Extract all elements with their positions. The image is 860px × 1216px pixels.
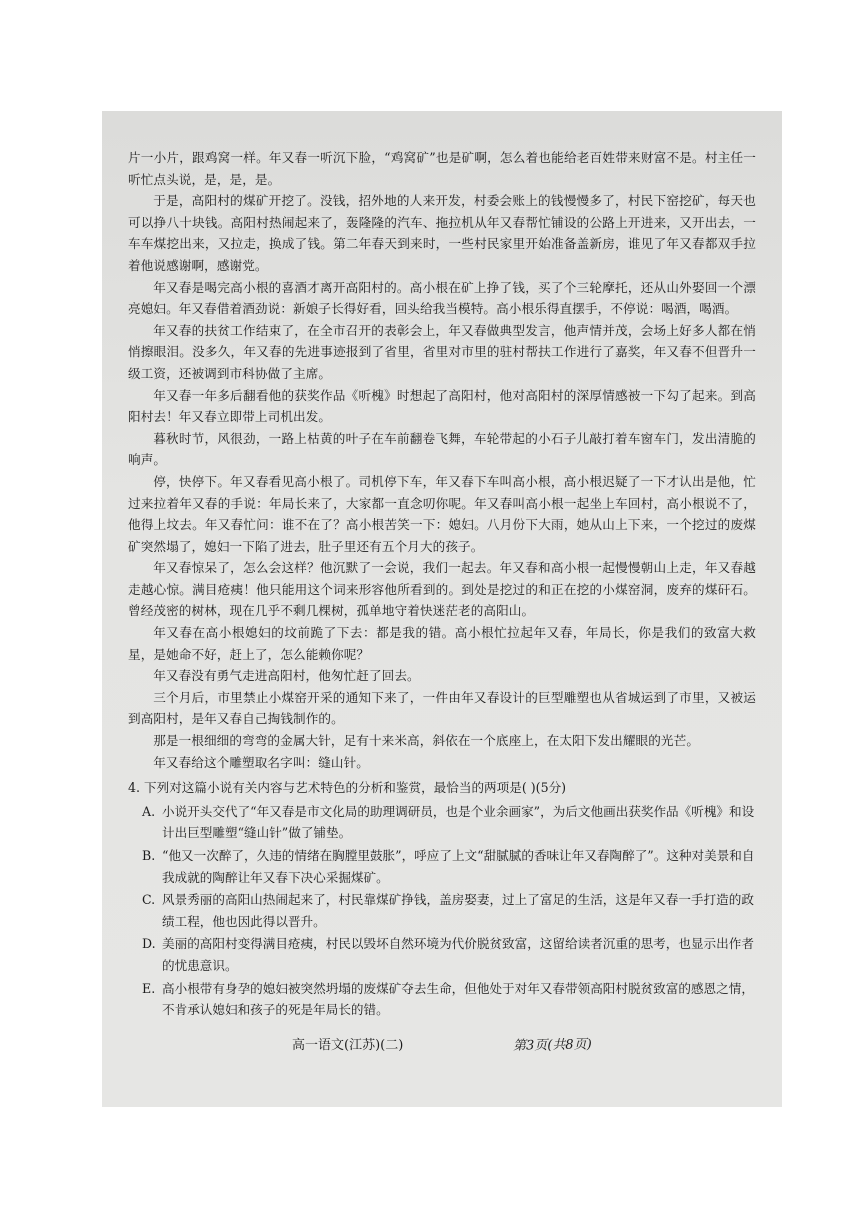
page-number: 第3页(共8页)	[513, 1037, 593, 1054]
paragraph-6: 暮秋时节，风很劲，一路上枯黄的叶子在车前翻卷飞舞，车轮带起的小石子儿敲打着车窗车门，发出清脆的响声。	[128, 430, 756, 468]
option-letter: A.	[142, 803, 156, 819]
option-d	[142, 933, 756, 976]
option-text: “他又一次醉了，久违的情绪在胸膛里鼓胀”，呼应了上文“甜腻腻的香味让年又春陶醉了”。这种对美景和自我成就的陶醉让年又春下决心采掘煤矿。	[162, 848, 755, 885]
subject-label: 高一语文(江苏)(二)	[292, 1038, 404, 1053]
option-letter: D.	[142, 936, 156, 952]
option-b	[142, 845, 756, 888]
option-e	[142, 978, 756, 1021]
option-letter: E.	[142, 980, 156, 996]
paragraph-1: 片一小片，跟鸡窝一样。年又春一听沉下脸，“鸡窝矿”也是矿啊，怎么着也能给老百姓带来财富不是。村主任一听忙点头说，是，是，是。	[128, 150, 756, 187]
paragraph-5: 年又春一年多后翻看他的获奖作品《听槐》时想起了高阳村，他对高阳村的深厚情感被一下勾了起来。到高阳村去！年又春立即带上司机出发。	[128, 387, 756, 425]
option-letter: C.	[142, 892, 156, 908]
option-text: 小说开头交代了“年又春是市文化局的助理调研员，也是个业余画家”，为后文他画出获奖作品《听槐》和设计出巨型雕塑“缝山针”做了铺垫。	[162, 803, 755, 841]
question-4	[128, 777, 756, 1021]
paragraph-10: 年又春没有勇气走进高阳村，他匆忙赶了回去。	[153, 668, 420, 684]
option-letter: B.	[142, 848, 156, 863]
paragraph-9: 年又春在高小根媳妇的坟前跪了下去：都是我的错。高小根忙拉起年又春，年局长，你是我们的致富大救星，是她命不好，赶上了，怎么能赖你呢？	[128, 625, 756, 662]
paragraph-12: 那是一根细细的弯弯的金属大针，足有十来米高，斜依在一个底座上，在太阳下发出耀眼的光芒。	[153, 733, 700, 749]
exam-page	[102, 111, 782, 1107]
question-stem: 4. 下列对这篇小说有关内容与艺术特色的分析和鉴赏，最恰当的两项是( )(5分)	[128, 780, 567, 796]
paragraph-13: 年又春给这个雕塑取名字叫：缝山针。	[153, 754, 369, 770]
option-c	[142, 889, 756, 932]
option-text: 风景秀丽的高阳山热闹起来了，村民靠煤矿挣钱，盖房娶妻，过上了富足的生活，这是年又春一手打造的政绩工程，他也因此得以晋升。	[162, 892, 754, 929]
paragraph-3: 年又春是喝完高小根的喜酒才离开高阳村的。高小根在矿上挣了钱，买了个三轮摩托，还从山外娶回一个漂亮媳妇。年又春借着酒劲说：新娘子长得好看，回头给我当模特。高小根乐得直摆手，不停说：喝酒，喝酒。	[128, 279, 756, 317]
page-footer	[102, 1034, 782, 1053]
paragraph-8: 年又春惊呆了，怎么会这样？他沉默了一会说，我们一起去。年又春和高小根一起慢慢朝山上走，年又春越走越心惊。满目疮痍！他只能用这个词来形容他所看到的。到处是挖过的和正在挖的小煤窑洞，废弃的煤矸石。曾经茂密的树林，现在几乎不剩几棵树，孤单地守着快迷茫老的高阳山。	[128, 560, 756, 619]
option-text: 高小根带有身孕的媳妇被突然坍塌的废煤矿夺去生命，但他处于对年又春带领高阳村脱贫致富的感恩之情，不肯承认媳妇和孩子的死是年局长的错。	[162, 980, 754, 1018]
paragraph-7: 停，快停下。年又春看见高小根了。司机停下车，年又春下车叫高小根，高小根迟疑了一下才认出是他，忙过来拉着年又春的手说：年局长来了，大家都一直念叨你呢。年又春叫高小根一起坐上车回村，高小根说不了，他得上坟去。年又春忙问：谁不在了？高小根苦笑一下：媳妇。八月份下大雨，她从山上下来，一个挖过的废煤矿突然塌了，媳妇一下陷了进去，肚子里还有五个月大的孩子。	[128, 473, 756, 554]
option-a	[142, 801, 756, 844]
paragraph-4: 年又春的扶贫工作结束了，在全市召开的表彰会上，年又春做典型发言，他声情并茂，会场上好多人都在悄悄擦眼泪。没多久，年又春的先进事迹报到了省里，省里对市里的驻村帮扶工作进行了嘉奖，年又春不但晋升一级工资，还被调到市科协做了主席。	[128, 322, 756, 381]
option-text: 美丽的高阳村变得满目疮痍，村民以毁坏自然环境为代价脱贫致富，这留给读者沉重的思考，也显示出作者的忧患意识。	[162, 936, 754, 973]
paragraph-11: 三个月后，市里禁止小煤窑开采的通知下来了，一件由年又春设计的巨型雕塑也从省城运到了市里，又被运到高阳村，是年又春自己掏钱制作的。	[128, 689, 756, 727]
paragraph-2: 于是，高阳村的煤矿开挖了。没钱，招外地的人来开发，村委会账上的钱慢慢多了，村民下窑挖矿，每天也可以挣八十块钱。高阳村热闹起来了，轰隆隆的汽车、拖拉机从年又春帮忙铺设的公路上开进来，又开出去，一车车煤挖出来，又拉走，换成了钱。第二年春天到来时，一些村民家里开始准备盖新房，谁见了年又春都双手拉着他说感谢啊，感谢党。	[128, 193, 756, 273]
